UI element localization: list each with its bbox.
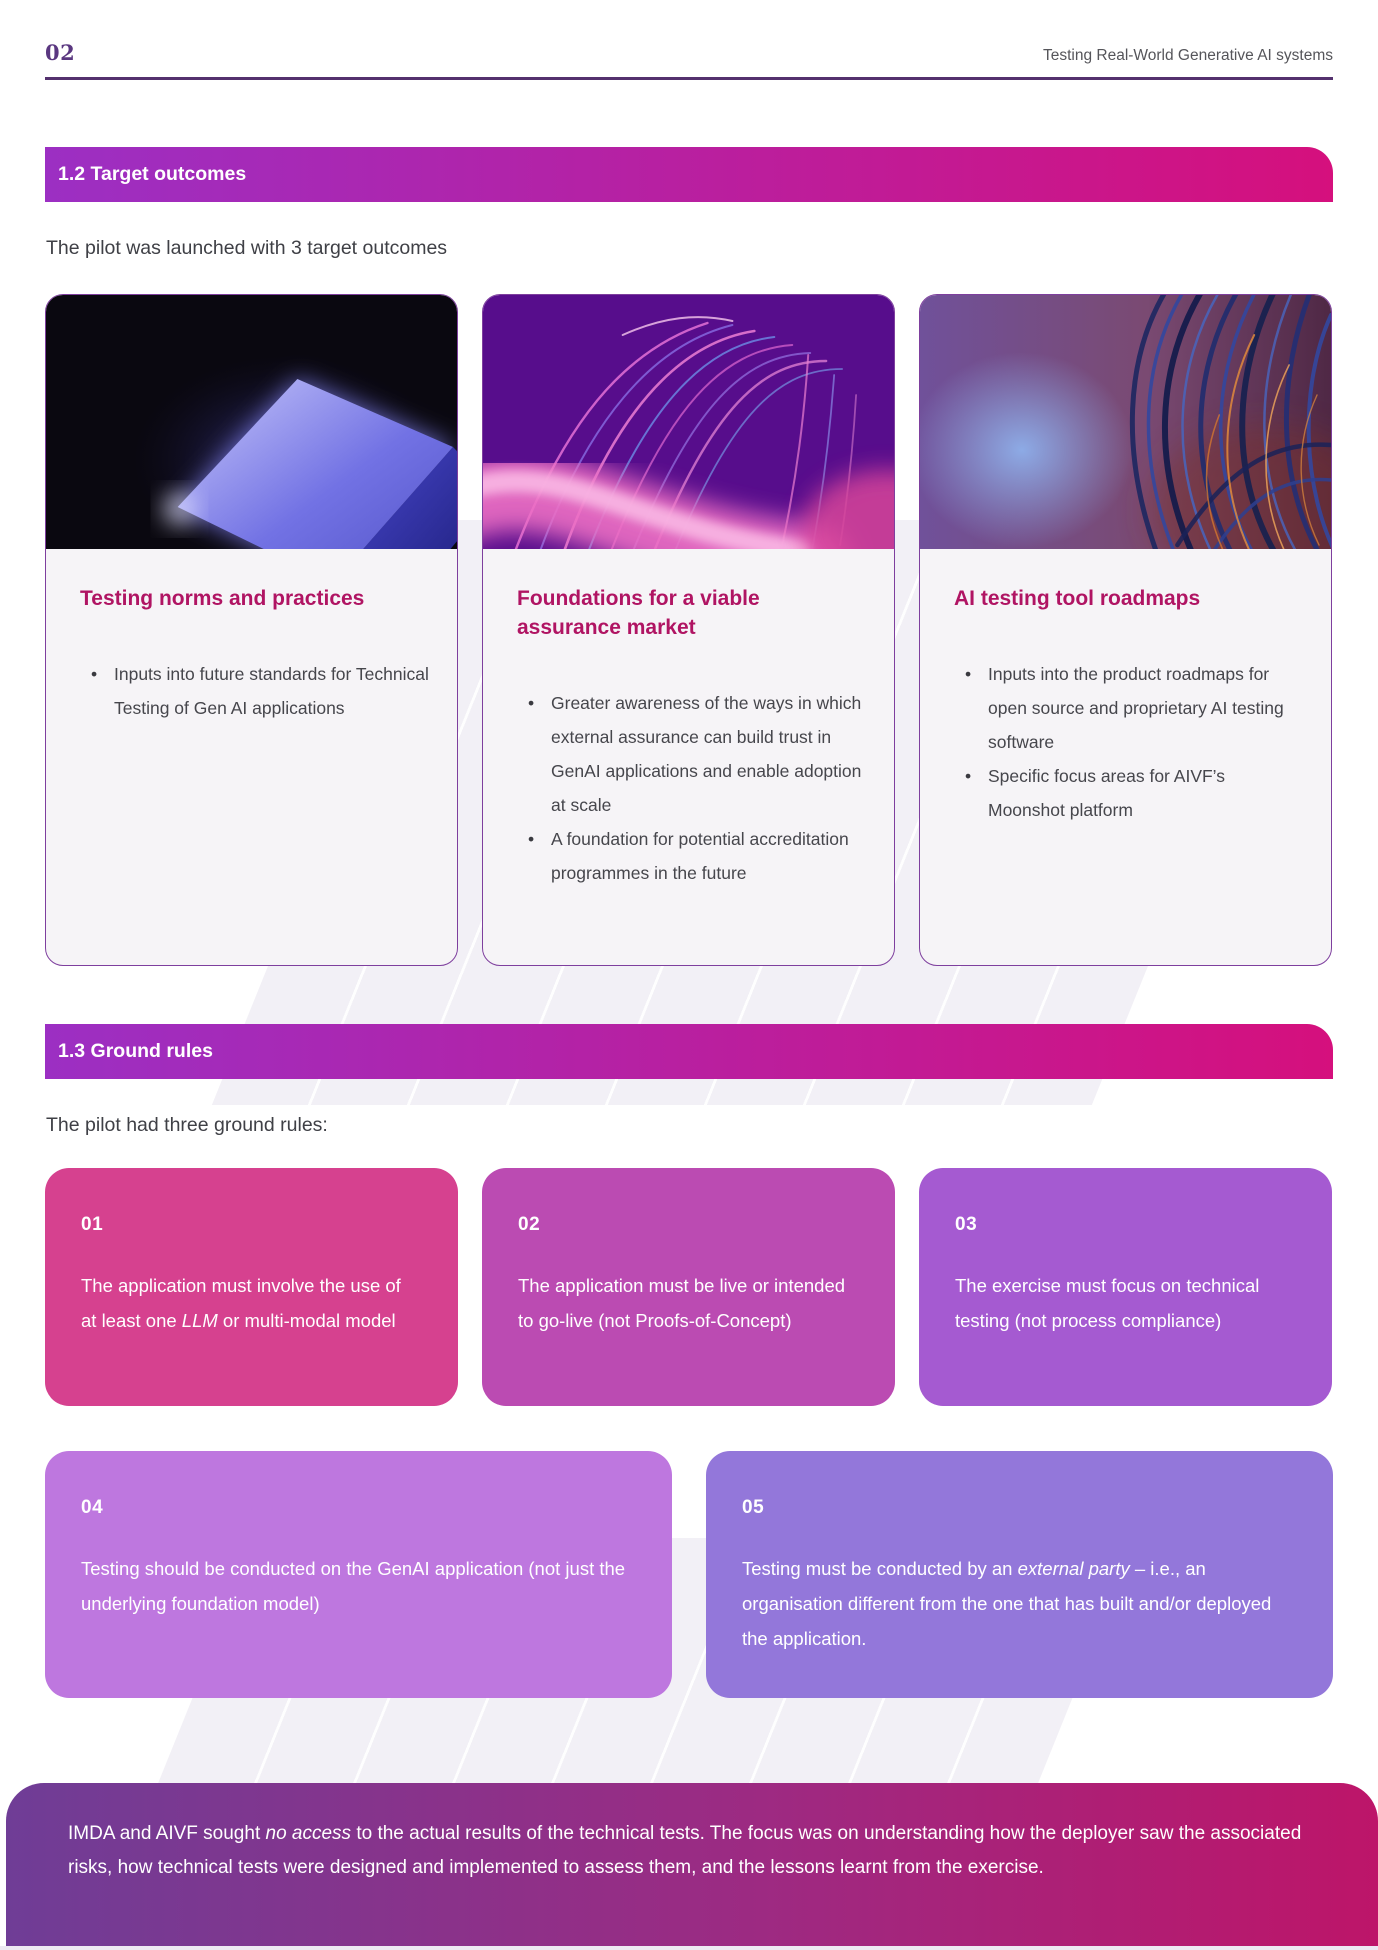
rule-number: 05 (742, 1497, 765, 1518)
rule-number: 04 (81, 1497, 104, 1518)
outcome-card-testing-norms (45, 294, 458, 966)
ground-rules-row-2 (45, 1451, 1333, 1698)
card-title: AI testing tool roadmaps (954, 587, 1201, 610)
rule-text: Testing should be conducted on the GenAI application (not just the underlying foundation model) (81, 1558, 626, 1615)
bullet-item: • Greater awareness of the ways in which external assurance can build trust in GenAI applications and enable adoption at scale (517, 687, 866, 823)
document-title: Testing Real-World Generative AI systems (1042, 47, 1333, 64)
card-body (920, 549, 1331, 828)
bullet-item: • Inputs into the product roadmaps for open source and proprietary AI testing software (954, 658, 1303, 760)
bullet-list (517, 687, 866, 891)
fiber-swirl-image (920, 295, 1331, 549)
rule-card-05 (706, 1451, 1333, 1698)
rule-text: The exercise must focus on technical testing (not process compliance) (955, 1275, 1260, 1332)
ground-rules-row-1 (45, 1168, 1333, 1406)
rule-number: 01 (81, 1214, 104, 1235)
bottom-edge-strip (0, 1946, 1378, 1950)
section-bar-target-outcomes (45, 147, 1333, 202)
rule-text: The application must involve the use of at least one LLM or multi-modal model (81, 1275, 401, 1332)
page-number: 02 (45, 40, 76, 65)
card-body (483, 549, 894, 891)
rule-card-04 (45, 1451, 672, 1698)
rule-text: The application must be live or intended to go-live (not Proofs-of-Concept) (518, 1275, 846, 1332)
bullet-list (954, 658, 1303, 828)
bullet-item: • Specific focus areas for AIVF’s Moonshot platform (954, 760, 1303, 828)
rule-text: Testing must be conducted by an external party – i.e., an organisation different from the one that has built and/or deployed the application. (742, 1558, 1272, 1650)
rule-card-02 (482, 1168, 895, 1406)
light-streaks-image (483, 295, 894, 549)
outcome-card-tool-roadmaps (919, 294, 1332, 966)
rule-number: 02 (518, 1214, 541, 1235)
glowing-cube-image (46, 295, 457, 549)
outcome-card-assurance-market (482, 294, 895, 966)
card-title: Testing norms and practices (80, 587, 365, 610)
bullet-item: • A foundation for potential accreditation programmes in the future (517, 823, 866, 891)
page-header (45, 40, 1333, 65)
bullet-list (80, 658, 429, 726)
note-text: IMDA and AIVF sought no access to the actual results of the technical tests. The focus was on understanding how the deployer saw the associated risks, how technical tests were designed and implemented to assess them, and the lessons learnt from the exercise. (68, 1823, 1302, 1879)
ground-rules-intro: The pilot had three ground rules: (46, 1114, 328, 1136)
card-body (46, 549, 457, 726)
rule-card-01 (45, 1168, 458, 1406)
section-heading: 1.2 Target outcomes (58, 163, 247, 185)
section-bar-ground-rules (45, 1024, 1333, 1079)
outcome-cards-row (45, 294, 1333, 966)
card-title: Foundations for a viable assurance market (517, 587, 760, 639)
footer-note-banner (6, 1783, 1378, 1946)
rule-card-03 (919, 1168, 1332, 1406)
target-outcomes-intro: The pilot was launched with 3 target outcomes (46, 237, 448, 259)
section-heading: 1.3 Ground rules (58, 1040, 213, 1062)
header-divider (45, 77, 1333, 80)
bullet-item: • Inputs into future standards for Technical Testing of Gen AI applications (80, 658, 429, 726)
rule-number: 03 (955, 1214, 978, 1235)
